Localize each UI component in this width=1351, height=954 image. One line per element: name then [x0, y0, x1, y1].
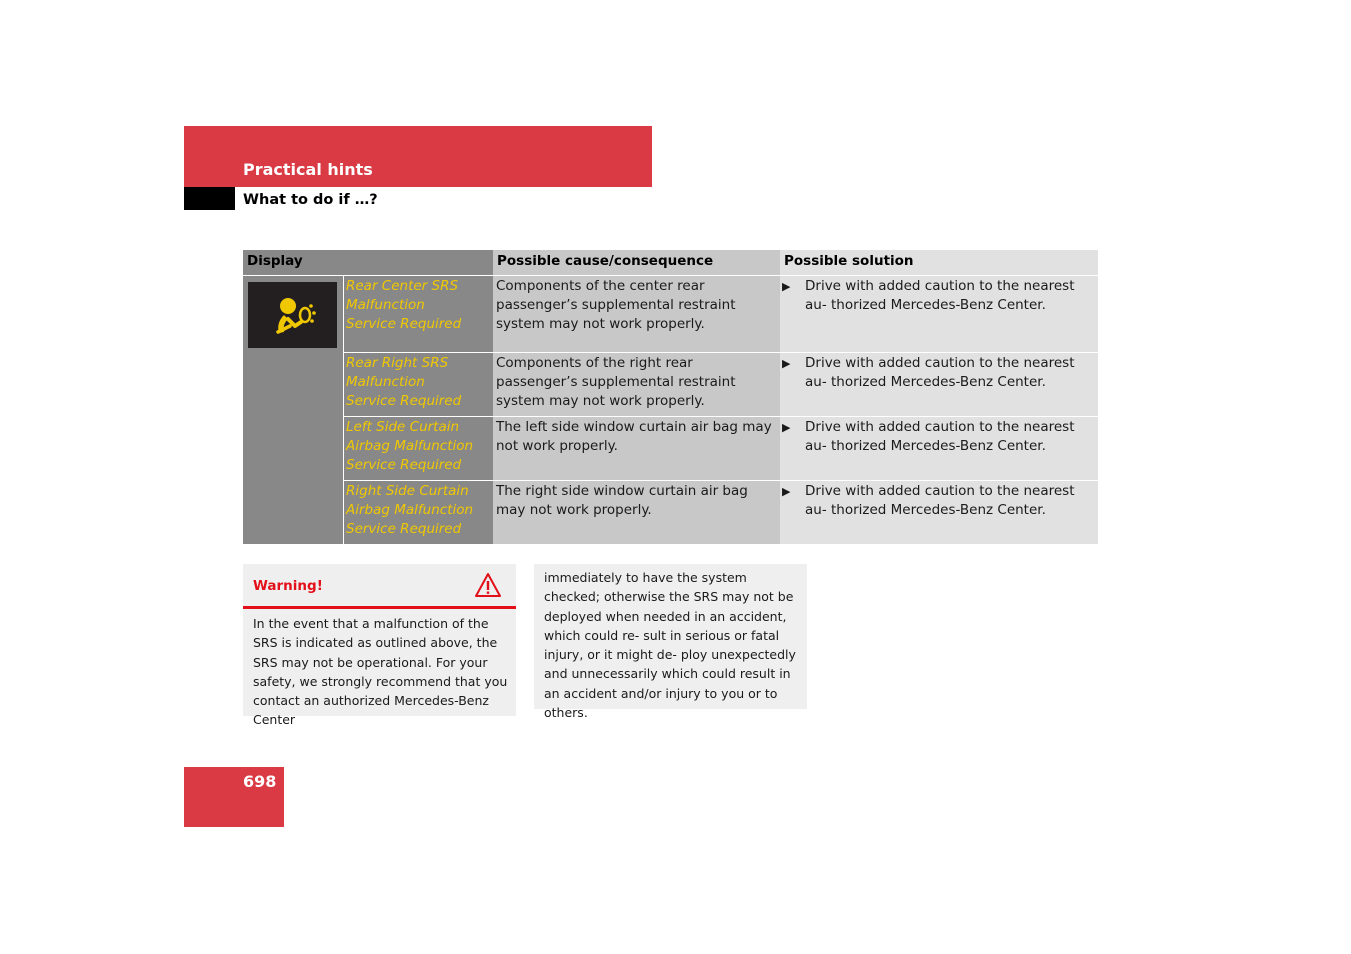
- display-message-rear-center-srs: [346, 277, 461, 334]
- warning-box: [243, 564, 516, 728]
- column-header-solution: Possible solution: [780, 250, 1098, 275]
- column-header-display: Display: [243, 250, 493, 275]
- subsection-title: What to do if …?: [243, 192, 378, 208]
- bullet-arrow-icon: ▶: [782, 280, 791, 293]
- column-divider: [343, 275, 344, 544]
- display-message-left-side-curtain: [346, 418, 473, 475]
- bullet-arrow-icon: ▶: [782, 357, 791, 370]
- solution-text: Drive with added caution to the nearest au- thorized Mercedes-Benz Center.: [805, 355, 1075, 390]
- message-line: Airbag Malfunction: [346, 438, 474, 454]
- solution-text: Drive with added caution to the nearest au- thorized Mercedes-Benz Center.: [805, 278, 1075, 313]
- display-message-right-side-curtain: [346, 482, 473, 539]
- cause-text: The left side window curtain air bag may not work properly.: [496, 419, 772, 454]
- row-divider: [343, 416, 1098, 417]
- warning-header: [243, 564, 516, 606]
- message-line: Rear Center SRS: [346, 278, 459, 294]
- warning-divider: [243, 606, 516, 609]
- cause-text: The right side window curtain air bag may not work properly.: [496, 483, 748, 518]
- solution-text: Drive with added caution to the nearest au- thorized Mercedes-Benz Center.: [805, 419, 1075, 454]
- message-line: Service Required: [346, 316, 462, 332]
- cause-text: Components of the right rear passenger’s supplemental restraint system may not work properly.: [496, 355, 736, 409]
- section-marker-tab: [184, 187, 235, 210]
- warning-triangle-icon: [474, 572, 502, 598]
- row-divider: [343, 480, 1098, 481]
- bullet-arrow-icon: ▶: [782, 421, 791, 434]
- display-message-rear-right-srs: [346, 354, 461, 411]
- message-line: Right Side Curtain: [346, 483, 469, 499]
- header-divider: [243, 275, 1098, 276]
- warning-label: Warning!: [253, 578, 323, 594]
- cause-text: Components of the center rear passenger’s supplemental restraint system may not work properly.: [496, 278, 736, 332]
- message-line: Service Required: [346, 393, 462, 409]
- row-divider: [343, 352, 1098, 353]
- warning-continued-box: [534, 564, 807, 721]
- warning-text: In the event that a malfunction of the SRS is indicated as outlined above, the SRS may not be operational. For your safety, we strongly recommend that you contact an authorized Mercedes-Benz Center: [253, 616, 508, 728]
- page-number: 698: [243, 772, 277, 791]
- bullet-arrow-icon: ▶: [782, 485, 791, 498]
- message-line: Malfunction: [346, 297, 425, 313]
- display-messages-table: [243, 250, 1098, 544]
- section-title: Practical hints: [243, 160, 373, 179]
- message-line: Rear Right SRS: [346, 355, 449, 371]
- warning-continued-text: immediately to have the system checked; otherwise the SRS may not be deployed when needed in an accident, which could re- sult in serious or fatal injury, or it might de- ploy unexpectedly and unnecessarily which could result in an accident and/or injury to you or to others.: [544, 570, 796, 721]
- column-header-cause: Possible cause/consequence: [493, 250, 780, 275]
- message-line: Airbag Malfunction: [346, 502, 474, 518]
- message-line: Left Side Curtain: [346, 419, 460, 435]
- solution-text: Drive with added caution to the nearest au- thorized Mercedes-Benz Center.: [805, 483, 1075, 518]
- srs-airbag-icon: [248, 282, 337, 348]
- message-line: Malfunction: [346, 374, 425, 390]
- message-line: Service Required: [346, 521, 462, 537]
- message-line: Service Required: [346, 457, 462, 473]
